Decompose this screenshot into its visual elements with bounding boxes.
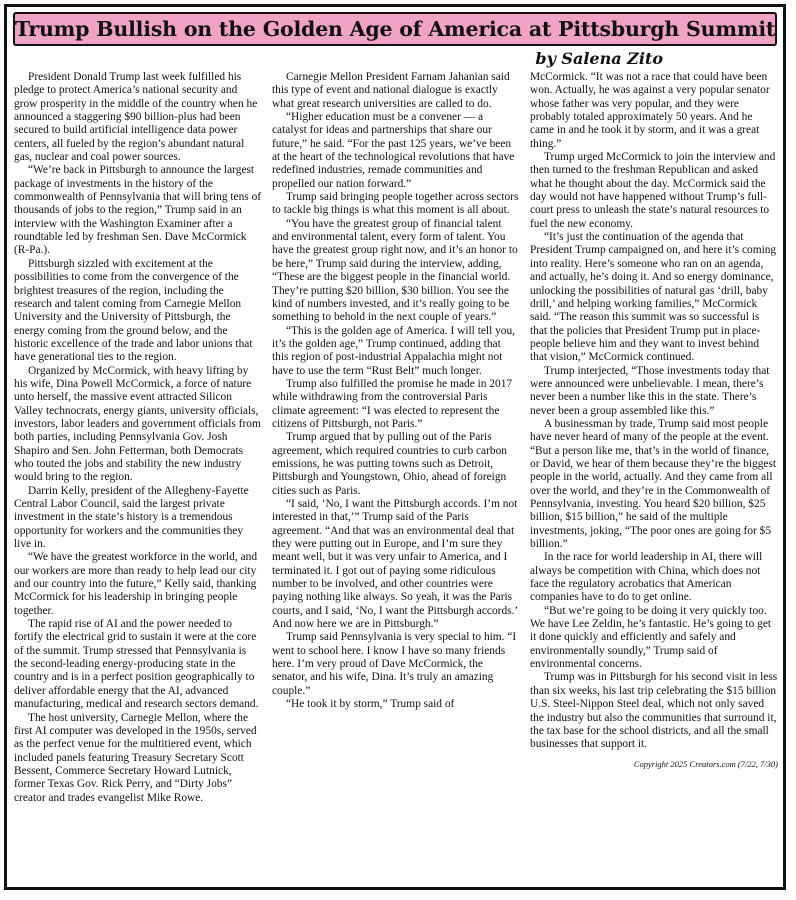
byline: by Salena Zito [535,49,663,68]
paragraph: Trump was in Pittsburgh for his second visit in less than six weeks, his last trip celebrating the $15 billion U.S. Steel-Nippon Steel deal, which not only saved the industry but also the communities that surround it, the tax base for the school districts, and all the small businesses that support it. [530,671,778,751]
column-2 [272,71,520,885]
paragraph: “It’s just the continuation of the agenda that President Trump campaigned on, and here it’s coming into reality. Here’s someone who ran on an agenda, and actually, he’s doing it. And so energy dominance, unlocking the possibilities of natural gas ‘drill, baby drill,’ and helping working families,” McCormick said. “The reason this summit was so successful is that the policies that President Trump put in place- people believe him and they want to invest behind that vision,” McCormick continued. [530,231,777,364]
paragraph: Pittsburgh sizzled with excitement at the possibilities to come from the convergence of the brightest treasures of the region, including the research and talent coming from Carnegie Mellon University and the University of Pittsburgh, the energy coming from the ground below, and the historic excellence of the trade and labor unions that have generational ties to the region. [14,257,253,364]
paragraph: Trump also fulfilled the promise he made in 2017 while withdrawing from the controversial Paris climate agreement: “I was elected to represent the citizens of Pittsburgh, not Paris.” [272,377,513,430]
paragraph: Darrin Kelly, president of the Allegheny-Fayette Central Labor Council, said the largest private investment in the state’s history is a tremendous opportunity for workers and the communities they live in. [14,484,249,551]
paragraph: In the race for world leadership in AI, there will always be competition with China, which does not face the regulatory acrobatics that American companies have to do to get online. [530,551,763,604]
article-frame [4,4,786,890]
article-body [14,71,778,885]
paragraph: Trump urged McCormick to join the interview and then turned to the freshman Republican and asked what he thought about the day. McCormick said the day would not have happened without Trump’s full-court press to unleash the state’s natural resources to fuel the new economy. [530,151,776,230]
paragraph: Trump interjected, “Those investments today that were announced were unbelievable. I mean, there’s never been a number like this in the state. There’s never been a group assembled like this.” [530,364,770,417]
paragraph: “We’re back in Pittsburgh to announce the largest package of investments in the history of the commonwealth of Pennsylvania that will bring tens of thousands of jobs to the region,” Trump said in an interview with the Washington Examiner after a roundtable led by freshman Sen. Dave McCormick (R-Pa.). [14,164,262,257]
paragraph: “Higher education must be a convener — a catalyst for ideas and partnerships that share our future,” he said. “For the past 125 years, we’ve been at the heart of the technological revolutions that have redefined industries, remade communities and propelled our nation forward.” [272,111,515,190]
copyright-notice: Copyright 2025 Creators.com (7/22, 7/30) [633,758,778,769]
paragraph: “But we’re going to be doing it very quickly too. We have Lee Zeldin, he’s fantastic. He’s going to get it done quickly and efficiently and safely and environmentally soundly,” Trump said of environmental concerns. [530,604,772,671]
column-1 [14,71,262,885]
paragraph: “This is the golden age of America. I will tell you, it’s the golden age,” Trump continued, adding that this region of post-industrial Appalachia might not have to use the term “Rust Belt” much longer. [272,324,516,377]
paragraph: Trump argued that by pulling out of the Paris agreement, which required countries to curb carbon emissions, he was putting towns such as Detroit, Pittsburgh and Youngstown, Ohio, ahead of foreign cities such as Paris. [272,431,507,497]
paragraph: Organized by McCormick, with heavy lifting by his wife, Dina Powell McCormick, a force of nature unto herself, the massive event attracted Silicon Valley technocrats, energy giants, university officials, investors, labor leaders and government officials from both parties, including Pennsylvania Gov. Josh Shapiro and Sen. John Fetterman, both Democrats who touted the jobs and stability the new industry would bring to the region. [14,364,261,484]
paragraph: A businessman by trade, Trump said most people have never heard of many of the people at the event. “But a person like me, that’s in the world of finance, or David, we hear of them because they’re the biggest people in the world, actually. And they came from all over the world, and they’re in the Commonwealth of Pennsylvania, investing. You heard $20 billion, $25 billion, $15 billion,” he said of the multiple investments, joking, “The poor ones are going for $5 billion.” [530,417,777,551]
paragraph: “He took it by storm,” Trump said of [286,698,455,711]
paragraph: “We have the greatest workforce in the world, and our workers are more than ready to help lead our city and our country into the future,” Kelly said, thanking McCormick for his leadership in bringing people together. [14,551,258,617]
paragraph: President Donald Trump last week fulfilled his pledge to protect America’s national security and grow prosperity in the middle of the country when he announced a staggering $90 billion-plus had been secured to build artificial intelligence data power centers, all fueled by the region’s abundant natural gas, nuclear and coal power sources. [14,71,258,164]
column-3-paragraphs [530,71,778,752]
paragraph: Trump said Pennsylvania is very special to him. “I went to school here. I know I have so many friends here. I’m very proud of Dave McCormick, the senator, and his wife, Dina. It’s truly an amazing couple.” [272,631,517,697]
paragraph: The rapid rise of AI and the power needed to fortify the electrical grid to sustain it were at the core of the summit. Trump stressed that Pennsylvania is the second-leading energy-producing state in the country and is in a perfect position geographically to deliver affordable energy that the AI, advanced manufacturing, medical and research sectors demand. [14,618,259,711]
column-3 [530,71,778,885]
headline: Trump Bullish on the Golden Age of America at Pittsburgh Summit [13,12,777,46]
paragraph: “I said, ‘No, I want the Pittsburgh accords. I’m not interested in that,’” Trump said of the Paris agreement. “And that was an environmental deal that they were putting out in Europe, and I’m sure they meant well, but it was very unfair to America, and I terminated it. I got out of paying some ridiculous number to be involved, and other countries were paying nothing like always. So yeah, it was the Paris courts, and I said, ‘No, I want the Pittsburgh accords.’ And now here we are in Pittsburgh.” [272,498,518,631]
paragraph: “You have the greatest group of financial talent and environmental talent, every form of talent. You have the greatest group right now, and it’s an honor to be here,” Trump said during the interview, adding, “These are the biggest people in the financial world. They’re putting $20 billion, $30 billion. You see the kind of numbers invested, and it’s really going to be something to behold in the next couple of years.” [272,217,518,324]
paragraph: Trump said bringing people together across sectors to tackle big things is what this moment is all about. [272,191,519,217]
paragraph: Carnegie Mellon President Farnam Jahanian said this type of event and national dialogue is exactly what great research universities are called to do. [272,71,510,110]
paragraph: McCormick. “It was not a race that could have been won. Actually, he was against a very popular senator whose father was very popular, and they were probably totaled approximately 50 years. And he came in and he took it by storm, and it was a great thing.” [530,71,770,150]
paragraph: The host university, Carnegie Mellon, where the first AI computer was developed in the 1950s, served as the perfect venue for the multitiered event, which included panels featuring Treasury Secretary Scott Bessent, Commerce Secretary Howard Lutnick, former Texas Gov. Rick Perry, and “Dirty Jobs” creator and trades evangelist Mike Rowe. [14,711,257,804]
